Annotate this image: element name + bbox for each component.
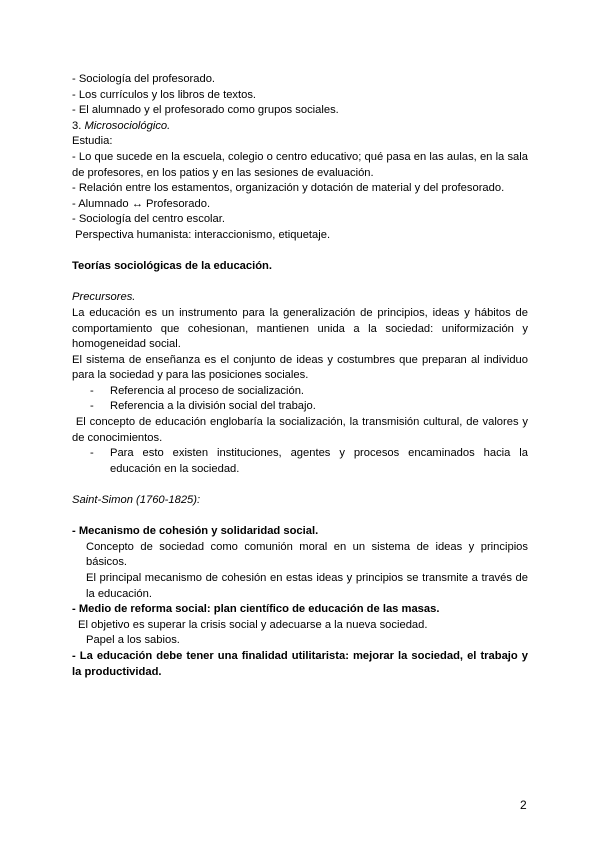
precursores-bullet-1 (72, 384, 528, 400)
saint-simon-text-1: Concepto de sociedad como comunión moral en un sistema de ideas y principios básicos. (86, 540, 528, 569)
precursores-bullet-2 (72, 399, 528, 415)
estudia-item-4: - Sociología del centro escolar. (72, 213, 225, 226)
bullet-text: Referencia al proceso de socialización. (110, 384, 305, 397)
estudia-item-3: - Alumnado ↔ Profesorado. (72, 197, 211, 210)
saint-simon-bold-3: - La educación debe tener una finalidad utilitarista: mejorar la sociedad, el trabajo y la productividad. (72, 649, 528, 678)
micro-title: Microsociológico. (84, 119, 171, 132)
precursores-paragraph-1: La educación es un instrumento para la generalización de principios, ideas y hábitos de comportamiento que cohesionan, mantienen unida a la sociedad: uniformización y homogeneidad social. (72, 306, 528, 351)
saint-simon-text-4: Papel a los sabios. (86, 634, 180, 647)
bullet-dash: - (90, 447, 94, 460)
estudia-item-1: - Lo que sucede en la escuela, colegio o centro educativo; qué pasa en las aulas, en la sala de profesores, en los patios y en las sesiones de evaluación. (72, 150, 528, 179)
bullet-text: Para esto existen instituciones, agentes y procesos encaminados hacia la educación en la sociedad. (110, 447, 528, 475)
list-line-2: - Los currículos y los libros de textos. (72, 88, 257, 101)
precursores-heading: Precursores. (72, 291, 136, 304)
document-body (72, 72, 532, 680)
precursores-paragraph-2: El sistema de enseñanza es el conjunto de ideas y costumbres que preparan al individuo para la sociedad y para las posiciones sociales. (72, 353, 528, 382)
estudia-item-2: - Relación entre los estamentos, organización y dotación de material y del profesorado. (72, 182, 505, 195)
micro-number: 3. (72, 119, 85, 132)
precursores-bullet-3 (72, 446, 528, 477)
perspectiva-line: Perspectiva humanista: interaccionismo, etiquetaje. (72, 228, 331, 241)
page-number: 2 (520, 798, 527, 812)
saint-simon-heading: Saint-Simon (1760-1825): (72, 494, 201, 507)
precursores-paragraph-3: El concepto de educación englobaría la socialización, la transmisión cultural, de valores y de conocimientos. (72, 416, 532, 444)
saint-simon-text-3: El objetivo es superar la crisis social y adecuarse a la nueva sociedad. (78, 618, 428, 631)
list-line-3: - El alumnado y el profesorado como grupos sociales. (72, 104, 339, 117)
saint-simon-bold-2: - Medio de reforma social: plan científico de educación de las masas. (72, 603, 440, 616)
bullet-dash: - (90, 400, 94, 413)
section-title: Teorías sociológicas de la educación. (72, 260, 272, 273)
estudia-label: Estudia: (72, 135, 113, 148)
saint-simon-bold-1: - Mecanismo de cohesión y solidaridad social. (72, 525, 319, 538)
bullet-dash: - (90, 384, 94, 397)
list-line-1: - Sociología del profesorado. (72, 73, 216, 85)
saint-simon-text-2: El principal mecanismo de cohesión en estas ideas y principios se transmite a través de la educación. (86, 572, 528, 600)
bullet-text: Referencia a la división social del trabajo. (110, 400, 316, 413)
micro-heading (72, 119, 528, 135)
